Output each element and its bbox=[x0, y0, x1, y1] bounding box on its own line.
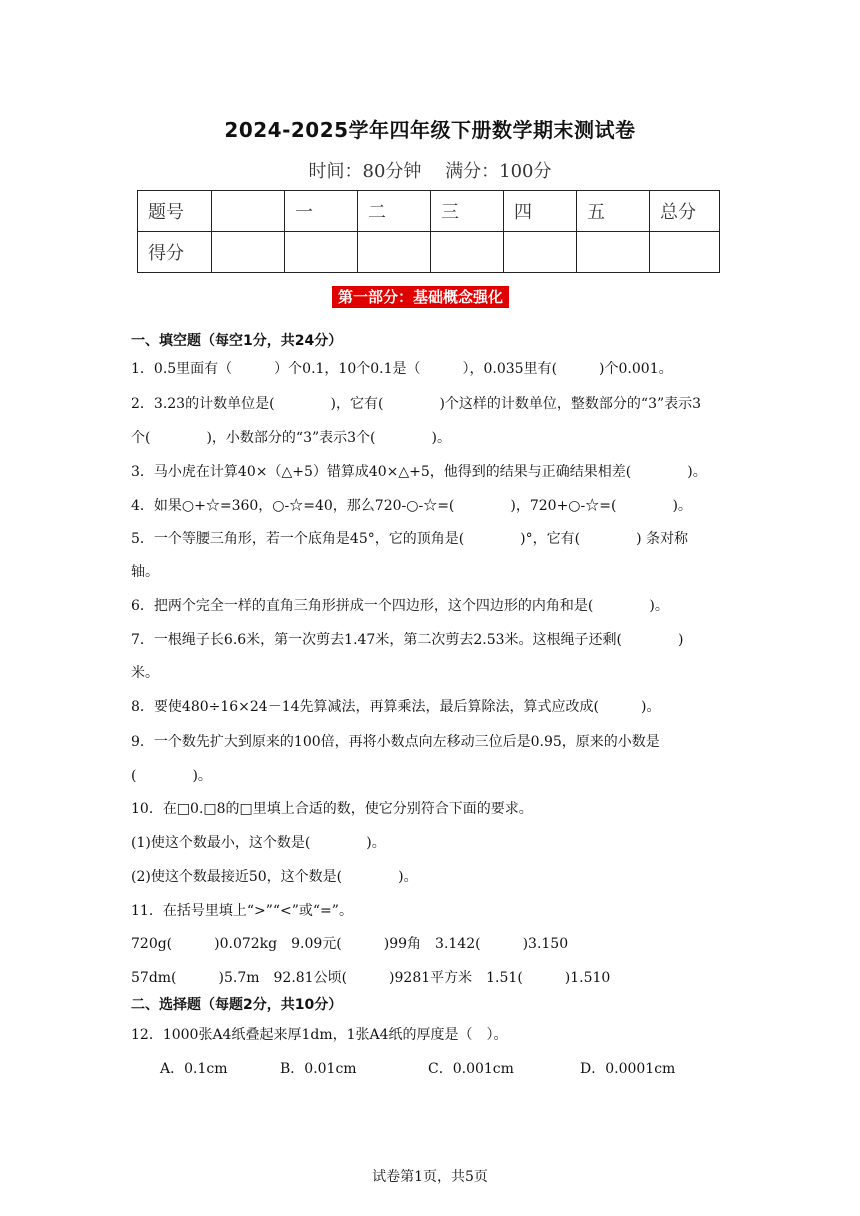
exam-title: 2024-2025学年四年级下册数学期末测试卷 bbox=[224, 118, 636, 142]
question-line: 5．一个等腰三角形，若一个底角是45°，它的顶角是( )°，它有( ) 条对称 bbox=[131, 531, 689, 547]
score-input-cell[interactable] bbox=[577, 232, 650, 273]
question-line: 轴。 bbox=[131, 564, 159, 580]
question-line: 米。 bbox=[131, 665, 159, 681]
option-b: B．0.01cm bbox=[280, 1061, 357, 1077]
question-line: 3．马小虎在计算40×（△+5）错算成40×△+5，他得到的结果与正确结果相差( )。 bbox=[131, 464, 707, 480]
question-line: 个( )，小数部分的“3”表示3个( )。 bbox=[131, 430, 451, 446]
section-heading-multiple-choice: 二、选择题（每题2分，共10分） bbox=[131, 997, 343, 1013]
score-cell: 三 bbox=[431, 191, 504, 232]
question-line: 8．要使480÷16×24－14先算减法，再算乘法，最后算除法，算式应改成( )。 bbox=[131, 699, 661, 715]
question-line: 9．一个数先扩大到原来的100倍，再将小数点向左移动三位后是0.95，原来的小数是 bbox=[131, 734, 660, 750]
question-line: 720g( )0.072kg 9.09元( )99角 3.142( )3.150 bbox=[131, 936, 569, 952]
score-table-header-row bbox=[138, 191, 720, 232]
option-d: D．0.0001cm bbox=[580, 1061, 676, 1077]
part-one-banner: 第一部分：基础概念强化 bbox=[332, 286, 509, 308]
score-cell: 题号 bbox=[138, 191, 212, 232]
score-input-cell[interactable] bbox=[504, 232, 577, 273]
page-footer: 试卷第1页，共5页 bbox=[372, 1169, 488, 1185]
question-line: (2)使这个数最接近50，这个数是( )。 bbox=[131, 869, 418, 885]
question-line: ( )。 bbox=[131, 768, 212, 784]
score-table-score-row bbox=[138, 232, 720, 273]
score-input-cell[interactable] bbox=[212, 232, 285, 273]
score-input-cell[interactable] bbox=[358, 232, 431, 273]
score-cell: 五 bbox=[577, 191, 650, 232]
section-heading-fill-blank: 一、填空题（每空1分，共24分） bbox=[131, 333, 343, 349]
score-input-cell[interactable] bbox=[650, 232, 720, 273]
question-line: 11．在括号里填上“>”“<”或“=”。 bbox=[131, 903, 353, 919]
score-cell: 四 bbox=[504, 191, 577, 232]
question-line: 12．1000张A4纸叠起来厚1dm，1张A4纸的厚度是（ ）。 bbox=[131, 1027, 508, 1043]
score-cell: 二 bbox=[358, 191, 431, 232]
score-input-cell[interactable] bbox=[431, 232, 504, 273]
question-line: 7．一根绳子长6.6米，第一次剪去1.47米，第二次剪去2.53米。这根绳子还剩( ) bbox=[131, 632, 684, 648]
question-line: 2．3.23的计数单位是( )，它有( )个这样的计数单位，整数部分的“3”表示3 bbox=[131, 396, 702, 412]
score-cell: 一 bbox=[285, 191, 358, 232]
question-line: 1．0.5里面有（ ）个0.1，10个0.1是（ ），0.035里有( )个0.001。 bbox=[131, 361, 673, 377]
question-line: 4．如果○+☆=360，○-☆=40，那么720-○-☆=( )，720+○-☆=( )。 bbox=[131, 498, 692, 514]
exam-subtitle: 时间：80分钟 满分：100分 bbox=[308, 161, 552, 182]
score-table bbox=[137, 190, 720, 273]
score-cell: 得分 bbox=[138, 232, 212, 273]
score-input-cell[interactable] bbox=[285, 232, 358, 273]
question-line: 6．把两个完全一样的直角三角形拼成一个四边形，这个四边形的内角和是( )。 bbox=[131, 598, 669, 614]
option-c: C．0.001cm bbox=[428, 1061, 514, 1077]
option-a: A．0.1cm bbox=[160, 1061, 228, 1077]
score-cell: 总分 bbox=[650, 191, 720, 232]
score-cell bbox=[212, 191, 285, 232]
question-line: 57dm( )5.7m 92.81公顷( )9281平方米 1.51( )1.510 bbox=[131, 970, 611, 986]
question-line: 10．在□0.□8的□里填上合适的数，使它分别符合下面的要求。 bbox=[131, 801, 533, 817]
question-line: (1)使这个数最小，这个数是( )。 bbox=[131, 835, 386, 851]
